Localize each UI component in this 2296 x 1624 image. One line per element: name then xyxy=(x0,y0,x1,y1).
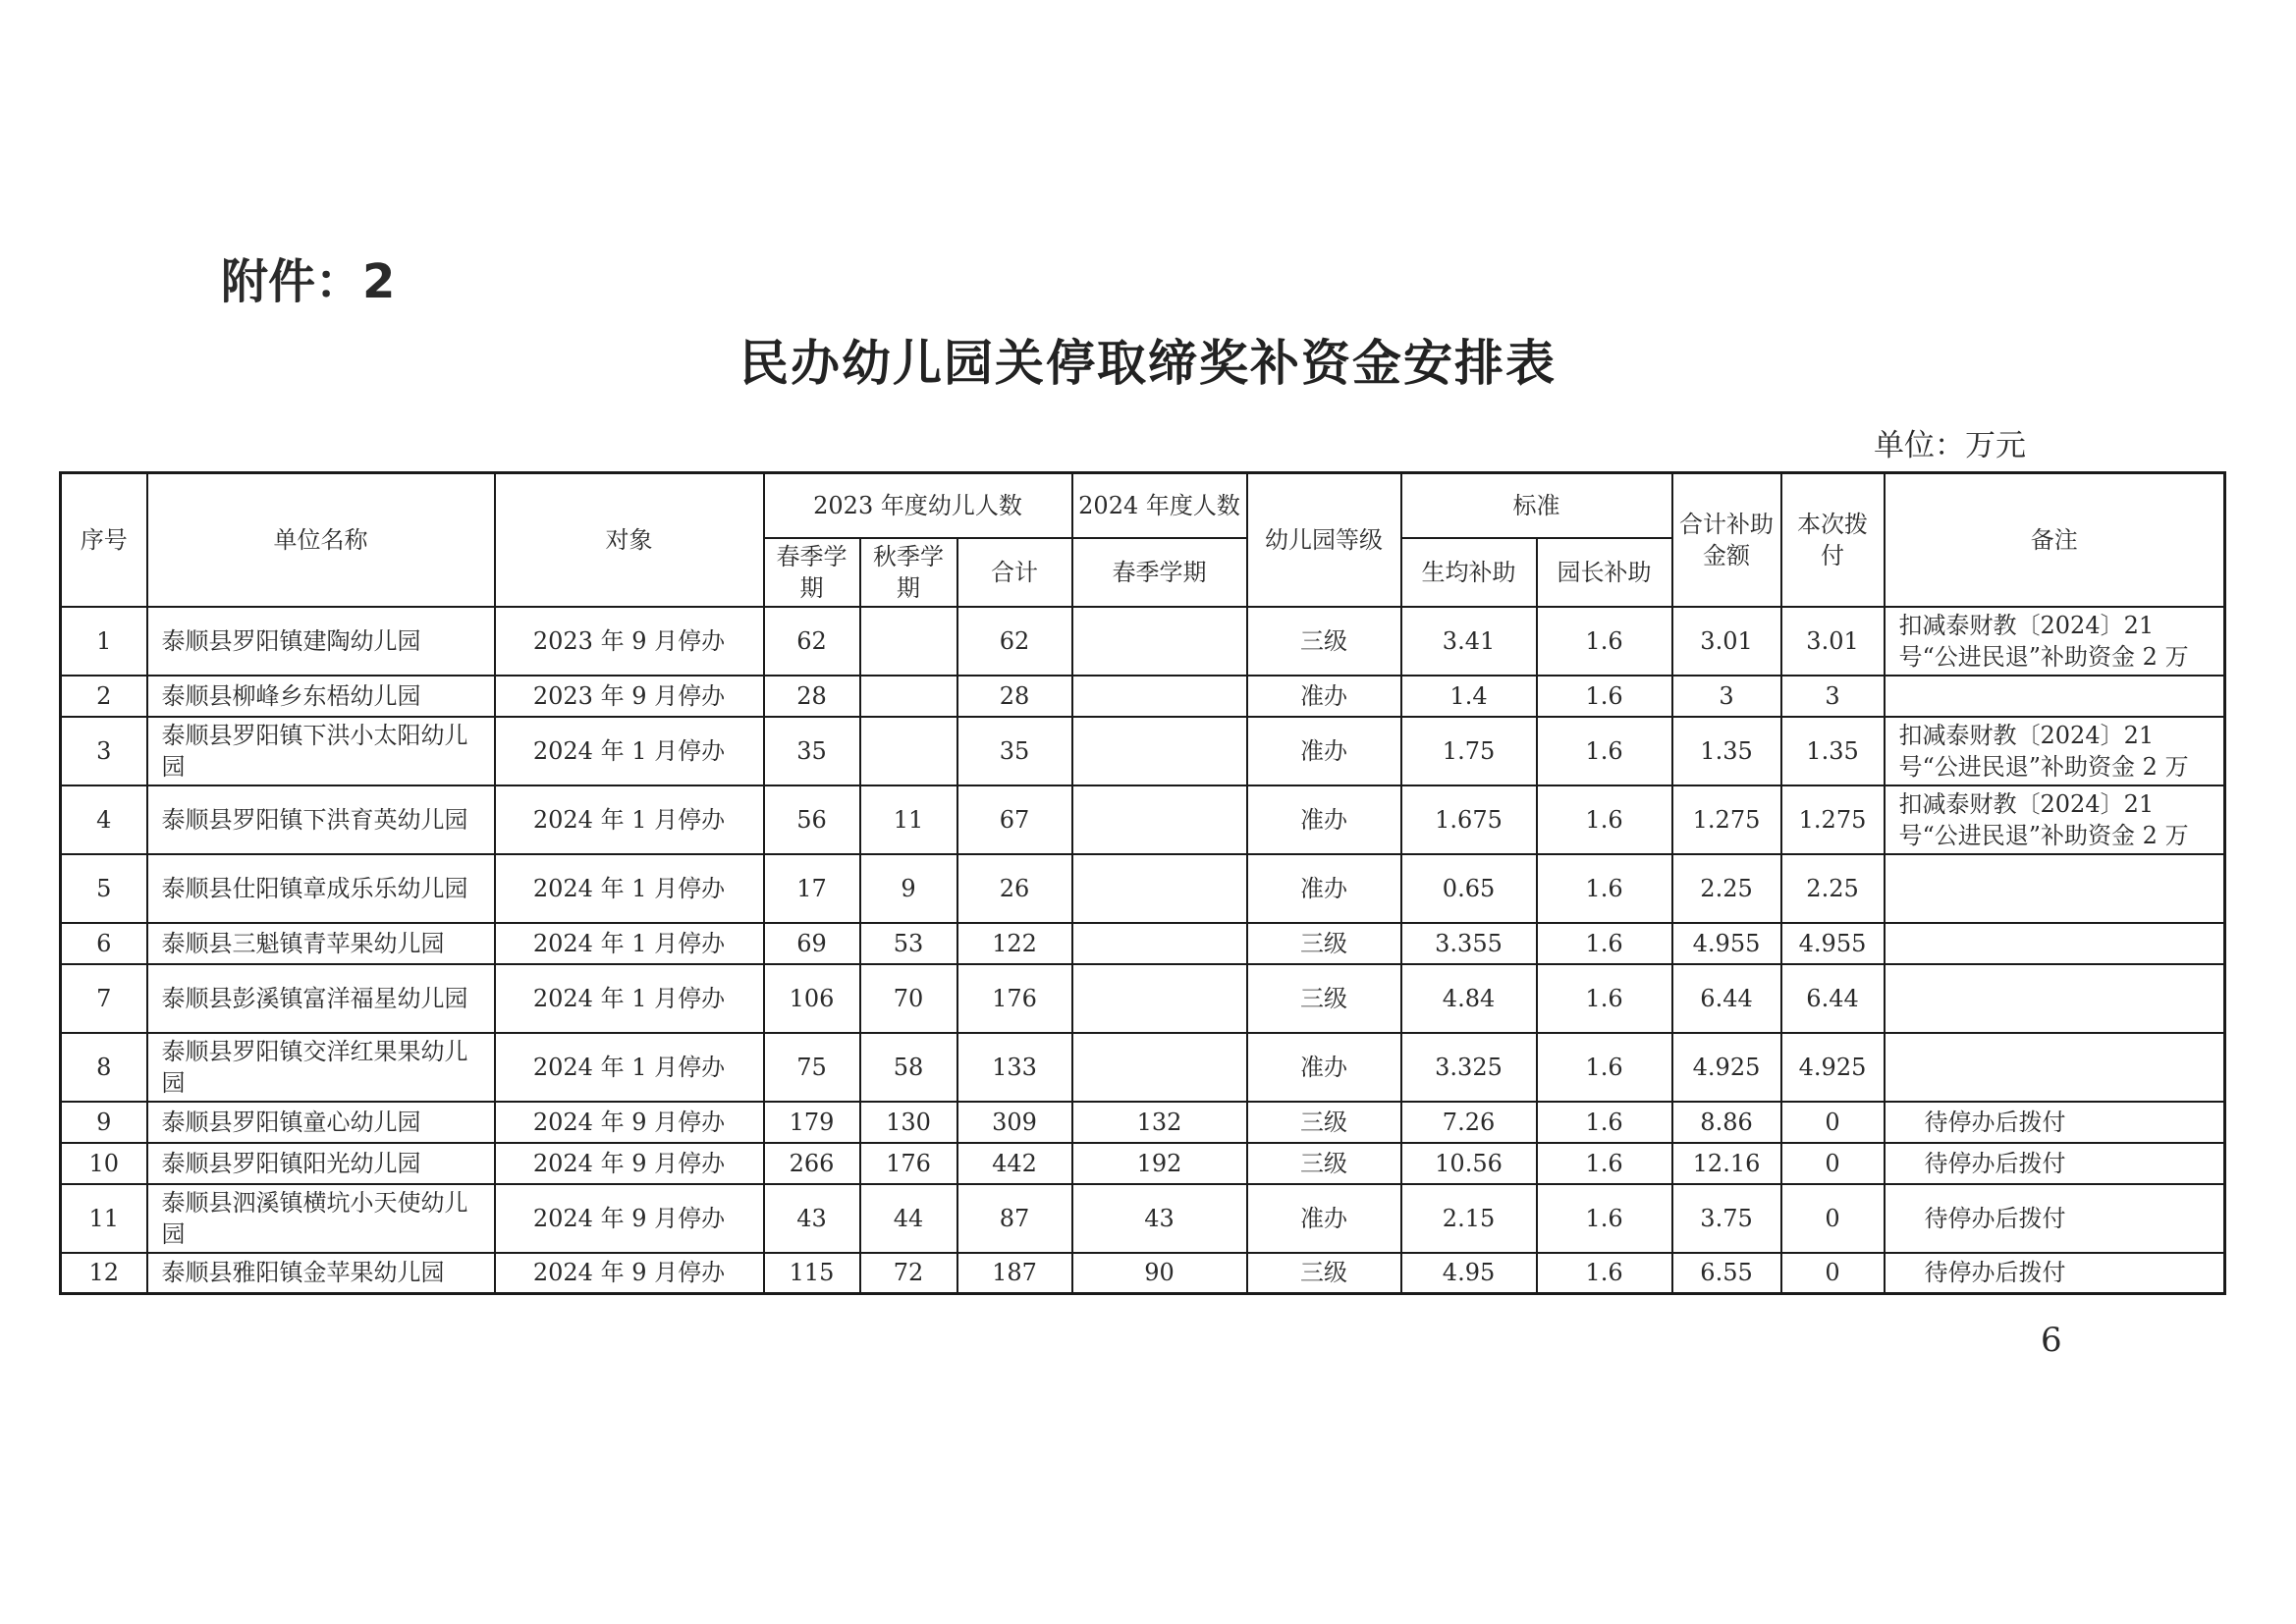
cell-target: 2024 年 1 月停办 xyxy=(495,923,764,964)
cell-name: 泰顺县罗阳镇下洪小太阳幼儿园 xyxy=(147,717,495,785)
header-remark: 备注 xyxy=(1885,473,2225,607)
cell-autumn: 58 xyxy=(860,1033,957,1102)
cell-sum: 67 xyxy=(957,785,1072,854)
header-count-2024: 2024 年度人数 xyxy=(1072,473,1247,538)
unit-label: 单位：万元 xyxy=(1874,428,2026,463)
cell-target: 2024 年 1 月停办 xyxy=(495,854,764,923)
cell-spring2024: 90 xyxy=(1072,1253,1247,1294)
cell-spring: 17 xyxy=(764,854,860,923)
header-total-subsidy: 合计补助金额 xyxy=(1672,473,1781,607)
cell-director: 1.6 xyxy=(1537,607,1672,676)
table-body xyxy=(61,607,2225,1294)
cell-sum: 187 xyxy=(957,1253,1072,1294)
cell-seq: 2 xyxy=(61,676,147,717)
document-title: 民办幼儿园关停取缔奖补资金安排表 xyxy=(739,334,1557,392)
cell-per-child: 1.4 xyxy=(1401,676,1537,717)
cell-per-child: 4.95 xyxy=(1401,1253,1537,1294)
cell-spring: 69 xyxy=(764,923,860,964)
cell-director: 1.6 xyxy=(1537,785,1672,854)
cell-per-child: 10.56 xyxy=(1401,1143,1537,1184)
cell-sum: 26 xyxy=(957,854,1072,923)
cell-per-child: 3.41 xyxy=(1401,607,1537,676)
cell-name: 泰顺县罗阳镇下洪育英幼儿园 xyxy=(147,785,495,854)
cell-name: 泰顺县三魁镇青苹果幼儿园 xyxy=(147,923,495,964)
table-row xyxy=(61,676,2225,717)
cell-spring: 75 xyxy=(764,1033,860,1102)
cell-director: 1.6 xyxy=(1537,854,1672,923)
cell-spring: 28 xyxy=(764,676,860,717)
cell-spring2024: 192 xyxy=(1072,1143,1247,1184)
cell-spring: 106 xyxy=(764,964,860,1033)
cell-payment: 0 xyxy=(1781,1102,1885,1143)
cell-autumn: 70 xyxy=(860,964,957,1033)
header-this-payment: 本次拨付 xyxy=(1781,473,1885,607)
cell-seq: 11 xyxy=(61,1184,147,1253)
table-row xyxy=(61,1184,2225,1253)
cell-spring: 266 xyxy=(764,1143,860,1184)
cell-director: 1.6 xyxy=(1537,923,1672,964)
cell-director: 1.6 xyxy=(1537,1184,1672,1253)
cell-spring2024: 132 xyxy=(1072,1102,1247,1143)
cell-grade: 三级 xyxy=(1247,607,1401,676)
cell-seq: 7 xyxy=(61,964,147,1033)
cell-total: 3 xyxy=(1672,676,1781,717)
cell-name: 泰顺县彭溪镇富洋福星幼儿园 xyxy=(147,964,495,1033)
cell-remark: 待停办后拨付 xyxy=(1885,1143,2225,1184)
cell-per-child: 1.675 xyxy=(1401,785,1537,854)
cell-sum: 309 xyxy=(957,1102,1072,1143)
cell-total: 4.925 xyxy=(1672,1033,1781,1102)
cell-grade: 准办 xyxy=(1247,854,1401,923)
cell-spring2024 xyxy=(1072,676,1247,717)
cell-remark xyxy=(1885,1033,2225,1102)
table-row xyxy=(61,1253,2225,1294)
cell-seq: 5 xyxy=(61,854,147,923)
cell-autumn: 11 xyxy=(860,785,957,854)
cell-director: 1.6 xyxy=(1537,676,1672,717)
cell-spring2024 xyxy=(1072,785,1247,854)
cell-spring2024 xyxy=(1072,964,1247,1033)
header-spring-2023: 春季学期 xyxy=(764,538,860,607)
attachment-label: 附件：2 xyxy=(221,254,396,309)
cell-payment: 1.275 xyxy=(1781,785,1885,854)
cell-sum: 442 xyxy=(957,1143,1072,1184)
cell-remark: 扣减泰财教〔2024〕21 号“公进民退”补助资金 2 万 xyxy=(1885,785,2225,854)
cell-grade: 三级 xyxy=(1247,1102,1401,1143)
cell-per-child: 1.75 xyxy=(1401,717,1537,785)
cell-remark xyxy=(1885,923,2225,964)
cell-remark: 扣减泰财教〔2024〕21 号“公进民退”补助资金 2 万 xyxy=(1885,717,2225,785)
header-count-2023: 2023 年度幼儿人数 xyxy=(764,473,1072,538)
cell-sum: 133 xyxy=(957,1033,1072,1102)
cell-grade: 准办 xyxy=(1247,717,1401,785)
cell-payment: 0 xyxy=(1781,1253,1885,1294)
cell-target: 2024 年 9 月停办 xyxy=(495,1184,764,1253)
cell-spring: 62 xyxy=(764,607,860,676)
cell-per-child: 0.65 xyxy=(1401,854,1537,923)
table-row xyxy=(61,1033,2225,1102)
cell-grade: 准办 xyxy=(1247,676,1401,717)
header-spring-2024: 春季学期 xyxy=(1072,538,1247,607)
cell-name: 泰顺县仕阳镇章成乐乐幼儿园 xyxy=(147,854,495,923)
cell-payment: 0 xyxy=(1781,1143,1885,1184)
cell-spring: 56 xyxy=(764,785,860,854)
page-number: 6 xyxy=(2041,1321,2062,1360)
cell-spring2024 xyxy=(1072,717,1247,785)
header-standard: 标准 xyxy=(1401,473,1672,538)
cell-name: 泰顺县雅阳镇金苹果幼儿园 xyxy=(147,1253,495,1294)
cell-director: 1.6 xyxy=(1537,1143,1672,1184)
cell-target: 2023 年 9 月停办 xyxy=(495,676,764,717)
cell-name: 泰顺县罗阳镇交洋红果果幼儿园 xyxy=(147,1033,495,1102)
cell-name: 泰顺县泗溪镇横坑小天使幼儿园 xyxy=(147,1184,495,1253)
cell-target: 2024 年 9 月停办 xyxy=(495,1102,764,1143)
cell-name: 泰顺县柳峰乡东梧幼儿园 xyxy=(147,676,495,717)
cell-grade: 准办 xyxy=(1247,1033,1401,1102)
cell-payment: 3 xyxy=(1781,676,1885,717)
cell-target: 2024 年 1 月停办 xyxy=(495,785,764,854)
cell-remark xyxy=(1885,964,2225,1033)
cell-name: 泰顺县罗阳镇阳光幼儿园 xyxy=(147,1143,495,1184)
cell-remark: 待停办后拨付 xyxy=(1885,1184,2225,1253)
cell-remark xyxy=(1885,854,2225,923)
header-autumn-2023: 秋季学期 xyxy=(860,538,957,607)
cell-per-child: 3.325 xyxy=(1401,1033,1537,1102)
cell-total: 4.955 xyxy=(1672,923,1781,964)
cell-total: 2.25 xyxy=(1672,854,1781,923)
cell-sum: 122 xyxy=(957,923,1072,964)
cell-spring2024 xyxy=(1072,607,1247,676)
cell-grade: 准办 xyxy=(1247,1184,1401,1253)
cell-target: 2024 年 9 月停办 xyxy=(495,1253,764,1294)
cell-sum: 28 xyxy=(957,676,1072,717)
header-grade: 幼儿园等级 xyxy=(1247,473,1401,607)
cell-grade: 三级 xyxy=(1247,1143,1401,1184)
cell-per-child: 2.15 xyxy=(1401,1184,1537,1253)
cell-seq: 10 xyxy=(61,1143,147,1184)
table-row xyxy=(61,923,2225,964)
cell-spring2024: 43 xyxy=(1072,1184,1247,1253)
cell-payment: 3.01 xyxy=(1781,607,1885,676)
cell-payment: 2.25 xyxy=(1781,854,1885,923)
cell-name: 泰顺县罗阳镇建陶幼儿园 xyxy=(147,607,495,676)
cell-per-child: 7.26 xyxy=(1401,1102,1537,1143)
cell-spring: 43 xyxy=(764,1184,860,1253)
header-director: 园长补助 xyxy=(1537,538,1672,607)
cell-target: 2023 年 9 月停办 xyxy=(495,607,764,676)
cell-autumn: 53 xyxy=(860,923,957,964)
cell-spring: 35 xyxy=(764,717,860,785)
cell-grade: 三级 xyxy=(1247,923,1401,964)
table-row xyxy=(61,964,2225,1033)
cell-total: 6.44 xyxy=(1672,964,1781,1033)
table-row xyxy=(61,854,2225,923)
cell-spring2024 xyxy=(1072,923,1247,964)
table-row xyxy=(61,607,2225,676)
header-target: 对象 xyxy=(495,473,764,607)
cell-sum: 176 xyxy=(957,964,1072,1033)
cell-autumn: 72 xyxy=(860,1253,957,1294)
cell-autumn xyxy=(860,607,957,676)
table-row xyxy=(61,1143,2225,1184)
cell-target: 2024 年 1 月停办 xyxy=(495,717,764,785)
cell-remark: 扣减泰财教〔2024〕21 号“公进民退”补助资金 2 万 xyxy=(1885,607,2225,676)
cell-remark: 待停办后拨付 xyxy=(1885,1253,2225,1294)
cell-spring: 179 xyxy=(764,1102,860,1143)
cell-remark: 待停办后拨付 xyxy=(1885,1102,2225,1143)
cell-total: 3.75 xyxy=(1672,1184,1781,1253)
cell-total: 3.01 xyxy=(1672,607,1781,676)
cell-target: 2024 年 9 月停办 xyxy=(495,1143,764,1184)
cell-seq: 9 xyxy=(61,1102,147,1143)
cell-target: 2024 年 1 月停办 xyxy=(495,964,764,1033)
cell-director: 1.6 xyxy=(1537,964,1672,1033)
cell-seq: 3 xyxy=(61,717,147,785)
header-per-child: 生均补助 xyxy=(1401,538,1537,607)
cell-autumn: 130 xyxy=(860,1102,957,1143)
cell-grade: 三级 xyxy=(1247,964,1401,1033)
cell-sum: 62 xyxy=(957,607,1072,676)
header-name: 单位名称 xyxy=(147,473,495,607)
cell-autumn xyxy=(860,717,957,785)
table-row xyxy=(61,785,2225,854)
cell-autumn: 176 xyxy=(860,1143,957,1184)
cell-director: 1.6 xyxy=(1537,1253,1672,1294)
cell-name: 泰顺县罗阳镇童心幼儿园 xyxy=(147,1102,495,1143)
cell-per-child: 4.84 xyxy=(1401,964,1537,1033)
table-row xyxy=(61,717,2225,785)
cell-spring2024 xyxy=(1072,854,1247,923)
cell-seq: 6 xyxy=(61,923,147,964)
cell-autumn: 9 xyxy=(860,854,957,923)
cell-grade: 准办 xyxy=(1247,785,1401,854)
cell-seq: 8 xyxy=(61,1033,147,1102)
cell-sum: 87 xyxy=(957,1184,1072,1253)
cell-payment: 4.925 xyxy=(1781,1033,1885,1102)
cell-director: 1.6 xyxy=(1537,1033,1672,1102)
header-sum-2023: 合计 xyxy=(957,538,1072,607)
cell-autumn xyxy=(860,676,957,717)
cell-payment: 4.955 xyxy=(1781,923,1885,964)
cell-payment: 6.44 xyxy=(1781,964,1885,1033)
cell-total: 12.16 xyxy=(1672,1143,1781,1184)
cell-seq: 12 xyxy=(61,1253,147,1294)
cell-per-child: 3.355 xyxy=(1401,923,1537,964)
cell-total: 8.86 xyxy=(1672,1102,1781,1143)
subsidy-table xyxy=(59,471,2226,1295)
cell-sum: 35 xyxy=(957,717,1072,785)
cell-spring: 115 xyxy=(764,1253,860,1294)
cell-remark xyxy=(1885,676,2225,717)
cell-seq: 1 xyxy=(61,607,147,676)
cell-target: 2024 年 1 月停办 xyxy=(495,1033,764,1102)
cell-grade: 三级 xyxy=(1247,1253,1401,1294)
cell-payment: 1.35 xyxy=(1781,717,1885,785)
cell-seq: 4 xyxy=(61,785,147,854)
cell-total: 1.35 xyxy=(1672,717,1781,785)
cell-payment: 0 xyxy=(1781,1184,1885,1253)
cell-director: 1.6 xyxy=(1537,1102,1672,1143)
cell-total: 6.55 xyxy=(1672,1253,1781,1294)
cell-director: 1.6 xyxy=(1537,717,1672,785)
cell-autumn: 44 xyxy=(860,1184,957,1253)
header-seq: 序号 xyxy=(61,473,147,607)
cell-total: 1.275 xyxy=(1672,785,1781,854)
table-row xyxy=(61,1102,2225,1143)
cell-spring2024 xyxy=(1072,1033,1247,1102)
